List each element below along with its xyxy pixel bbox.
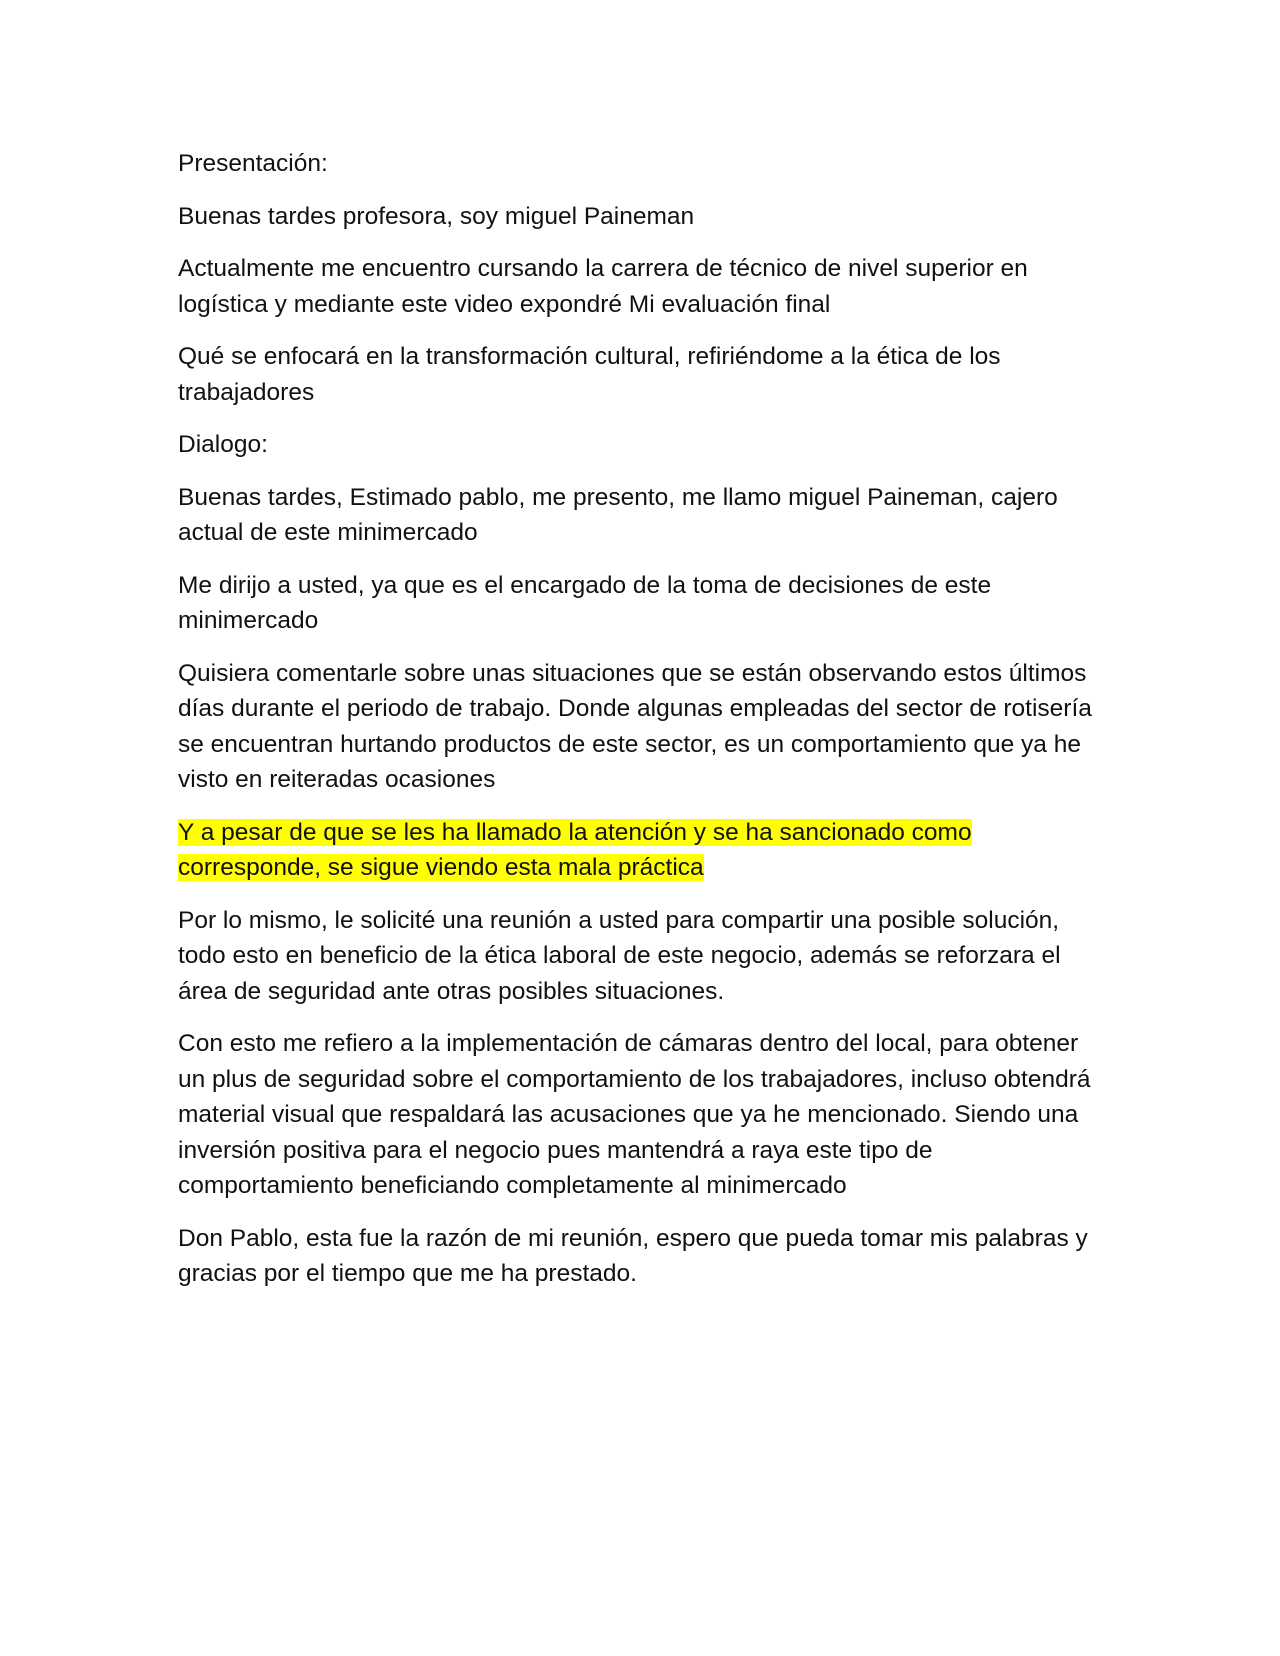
paragraph-presentation-heading: Presentación: — [178, 150, 328, 177]
paragraph-situation: Quisiera comentarle sobre unas situaciones que se están observando estos últimos días durante el periodo de trabajo. Donde algunas empleadas del sector de rotisería se encuentran hurtando productos de este sector, es un comportamiento que ya he visto en reiteradas ocasiones — [178, 659, 1092, 793]
paragraph-greeting: Buenas tardes profesora, soy miguel Paineman — [178, 202, 695, 230]
document-body — [178, 146, 1108, 1309]
paragraph-focus: Qué se enfocará en la transformación cultural, refiriéndome a la ética de los trabajadores — [178, 343, 1001, 406]
paragraph-addressing: Me dirijo a usted, ya que es el encargado de la toma de decisiones de este minimercado — [178, 571, 992, 634]
paragraph-highlighted — [178, 815, 1108, 886]
paragraph-dialogue-heading: Dialogo: — [178, 431, 268, 458]
paragraph-introduction: Buenas tardes, Estimado pablo, me presento, me llamo miguel Paineman, cajero actual de este minimercado — [178, 483, 1058, 546]
paragraph-cameras-proposal: Con esto me refiero a la implementación de cámaras dentro del local, para obtener un plus de seguridad sobre el comportamiento de los trabajadores, incluso obtendrá material visual que respaldará las acusaciones que ya he mencionado. Siendo una inversión positiva para el negocio pues mantendrá a raya este tipo de comportamiento beneficiando completamente al minimercado — [178, 1030, 1091, 1199]
highlighted-text: Y a pesar de que se les ha llamado la atención y se ha sancionado como corresponde, se sigue viendo esta mala práctica — [178, 818, 972, 881]
paragraph-meeting-request: Por lo mismo, le solicité una reunión a usted para compartir una posible solución, todo esto en beneficio de la ética laboral de este negocio, además se reforzara el área de seguridad ante otras posibles situaciones. — [178, 906, 1061, 1005]
paragraph-closing: Don Pablo, esta fue la razón de mi reunión, espero que pueda tomar mis palabras y gracias por el tiempo que me ha prestado. — [178, 1224, 1088, 1287]
paragraph-career: Actualmente me encuentro cursando la carrera de técnico de nivel superior en logística y mediante este video expondré Mi evaluación final — [178, 255, 1028, 318]
